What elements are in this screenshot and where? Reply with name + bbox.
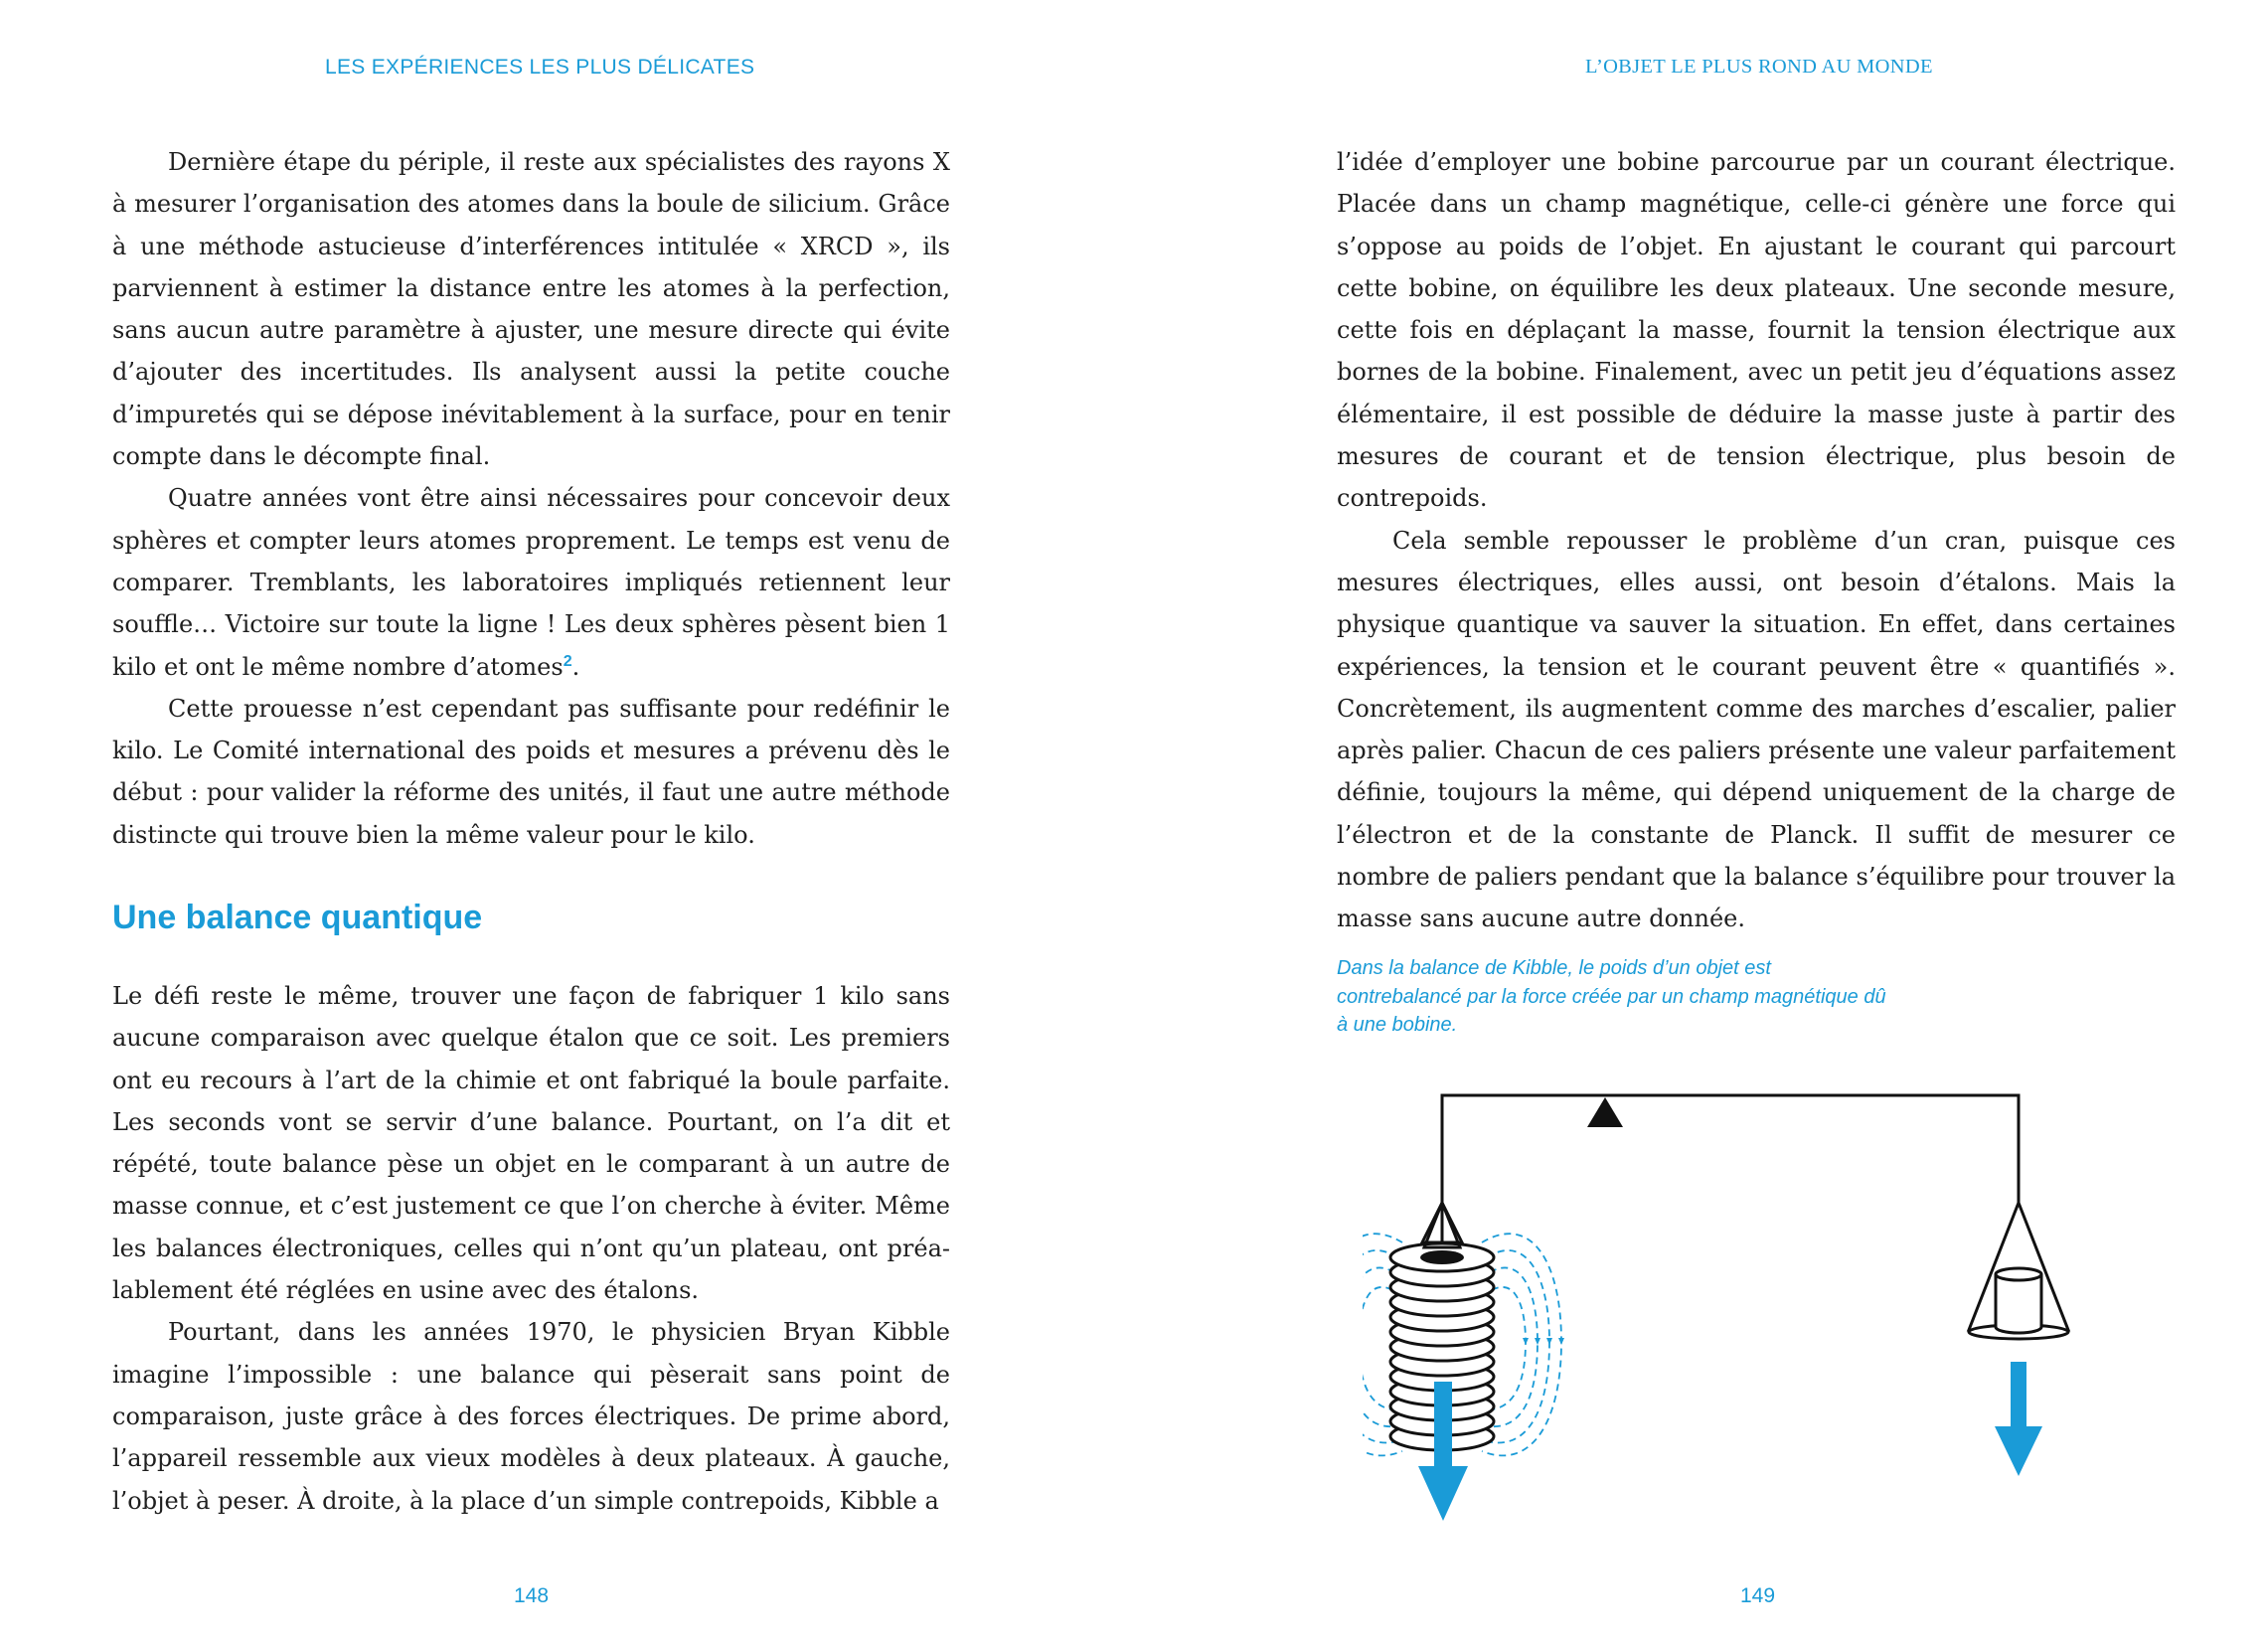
- footnote-marker[interactable]: 2: [563, 652, 572, 670]
- mass-weight: [1996, 1268, 2041, 1333]
- weight-force-arrow: [1995, 1362, 2042, 1476]
- figure-caption: Dans la balance de Kibble, le poids d’un objet est contrebalancé par la force créée par un champ magnétique dû à une bobine.: [1337, 957, 1886, 1036]
- paragraph: [112, 477, 950, 687]
- paragraph: Dernière étape du périple, il reste aux spécialistes des rayons X à mesurer l’organisation des atomes dans la boule de silicium. Grâce à une méthode astucieuse d’interférences intitulée « XRCD », ils parviennent à estimer la distance entre les atomes à la perfection, sans aucun autre paramètre à ajuster, une mesure directe qui évite d’ajouter des incertitudes. Ils analysent aussi la petite couche d’impuretés qui se dépose inévitablement à la surface, pour en tenir compte dans le décompte final.: [112, 148, 950, 471]
- left-page-number: 148: [514, 1584, 550, 1607]
- coil-opening: [1420, 1250, 1464, 1264]
- paragraph: Le défi reste le même, trouver une façon de fabriquer 1 kilo sans aucune comparaison avec quelque étalon que ce soit. Les premiers ont eu recours à l’art de la chimie et ont fabriqué la boule parfaite. Les seconds vont se servir d’une balance. Pourtant, on l’a dit et répété, toute balance pèse un objet en le comparant à un autre de masse connue, et c’est justement ce que l’on cherche à éviter. Même les balances électroniques, celles qui n’ont qu’un plateau, ont préalablement été réglées en usine avec des étalons.: [112, 982, 950, 1305]
- paragraph: l’idée d’employer une bobine parcourue par un courant électrique. Placée dans un champ magnétique, celle-ci génère une force qui s’oppose au poids de l’objet. En ajustant le courant qui parcourt cette bobine, on équilibre les deux plateaux. Une seconde mesure, cette fois en déplaçant la masse, fournit la tension électrique aux bornes de la bobine. Finalement, avec un petit jeu d’équations assez élémentaire, il est possible de déduire la masse juste à partir des mesures de courant et de tension électrique, plus besoin de contrepoids.: [1337, 148, 2176, 513]
- kibble-balance-diagram: [1363, 1064, 2078, 1541]
- paragraph-text: Quatre années vont être ainsi nécessaires pour concevoir deux sphères et compter leurs atomes proprement. Le temps est venu de comparer. Tremblants, les laboratoires impliqués retiennent leur souffle… Victoire sur toute la ligne ! Les deux sphères pèsent bien 1 kilo et ont le même nombre d’atomes: [112, 484, 950, 681]
- right-page: [1134, 0, 2268, 1650]
- paragraph-end: .: [571, 652, 580, 681]
- paragraph: Cela semble repousser le problème d’un cran, puisque ces mesures électriques, elles aussi, ont besoin d’étalons. Mais la physique quantique va sauver la situation. En effet, dans certaines expériences, la tension et le courant peuvent être « quantifiés ». Concrètement, ils augmentent comme des marches d’escalier, palier après palier. Chacun de ces paliers présente une valeur parfaitement définie, toujours la même, qui dépend uniquement de la charge de l’électron et de la constante de Planck. Il suffit de mesurer ce nombre de paliers pendant que la balance s’équilibre pour trouver la masse sans aucune autre donnée.: [1337, 526, 2176, 933]
- paragraph: Pourtant, dans les années 1970, le physicien Bryan Kibble imagine l’impossible : une balance qui pèserait sans point de comparaison, juste grâce à des forces électriques. De prime abord, l’appareil ressemble aux vieux modèles à deux plateaux. À gauche, l’objet à peser. À droite, à la place d’un simple contrepoids, Kibble a: [112, 1318, 950, 1515]
- section-heading: Une balance quantique: [112, 899, 483, 936]
- left-text-block-bottom: [112, 975, 950, 1522]
- right-running-head: L’OBJET LE PLUS ROND AU MONDE: [1585, 56, 1933, 78]
- left-running-head: LES EXPÉRIENCES LES PLUS DÉLICATES: [325, 56, 755, 79]
- balance-beam: [1442, 1095, 2019, 1252]
- paragraph: Cette prouesse n’est cependant pas suffisante pour redéfinir le kilo. Le Comité international des poids et mesures a prévenu dès le début : pour valider la réforme des unités, il faut une autre méthode distincte qui trouve bien la même valeur pour le kilo.: [112, 694, 950, 849]
- kibble-balance-figure: [1363, 1064, 2078, 1541]
- right-page-number: 149: [1740, 1584, 1776, 1607]
- right-text-block: [1337, 141, 2176, 940]
- fulcrum-triangle: [1587, 1097, 1623, 1127]
- left-text-block-top: [112, 141, 950, 856]
